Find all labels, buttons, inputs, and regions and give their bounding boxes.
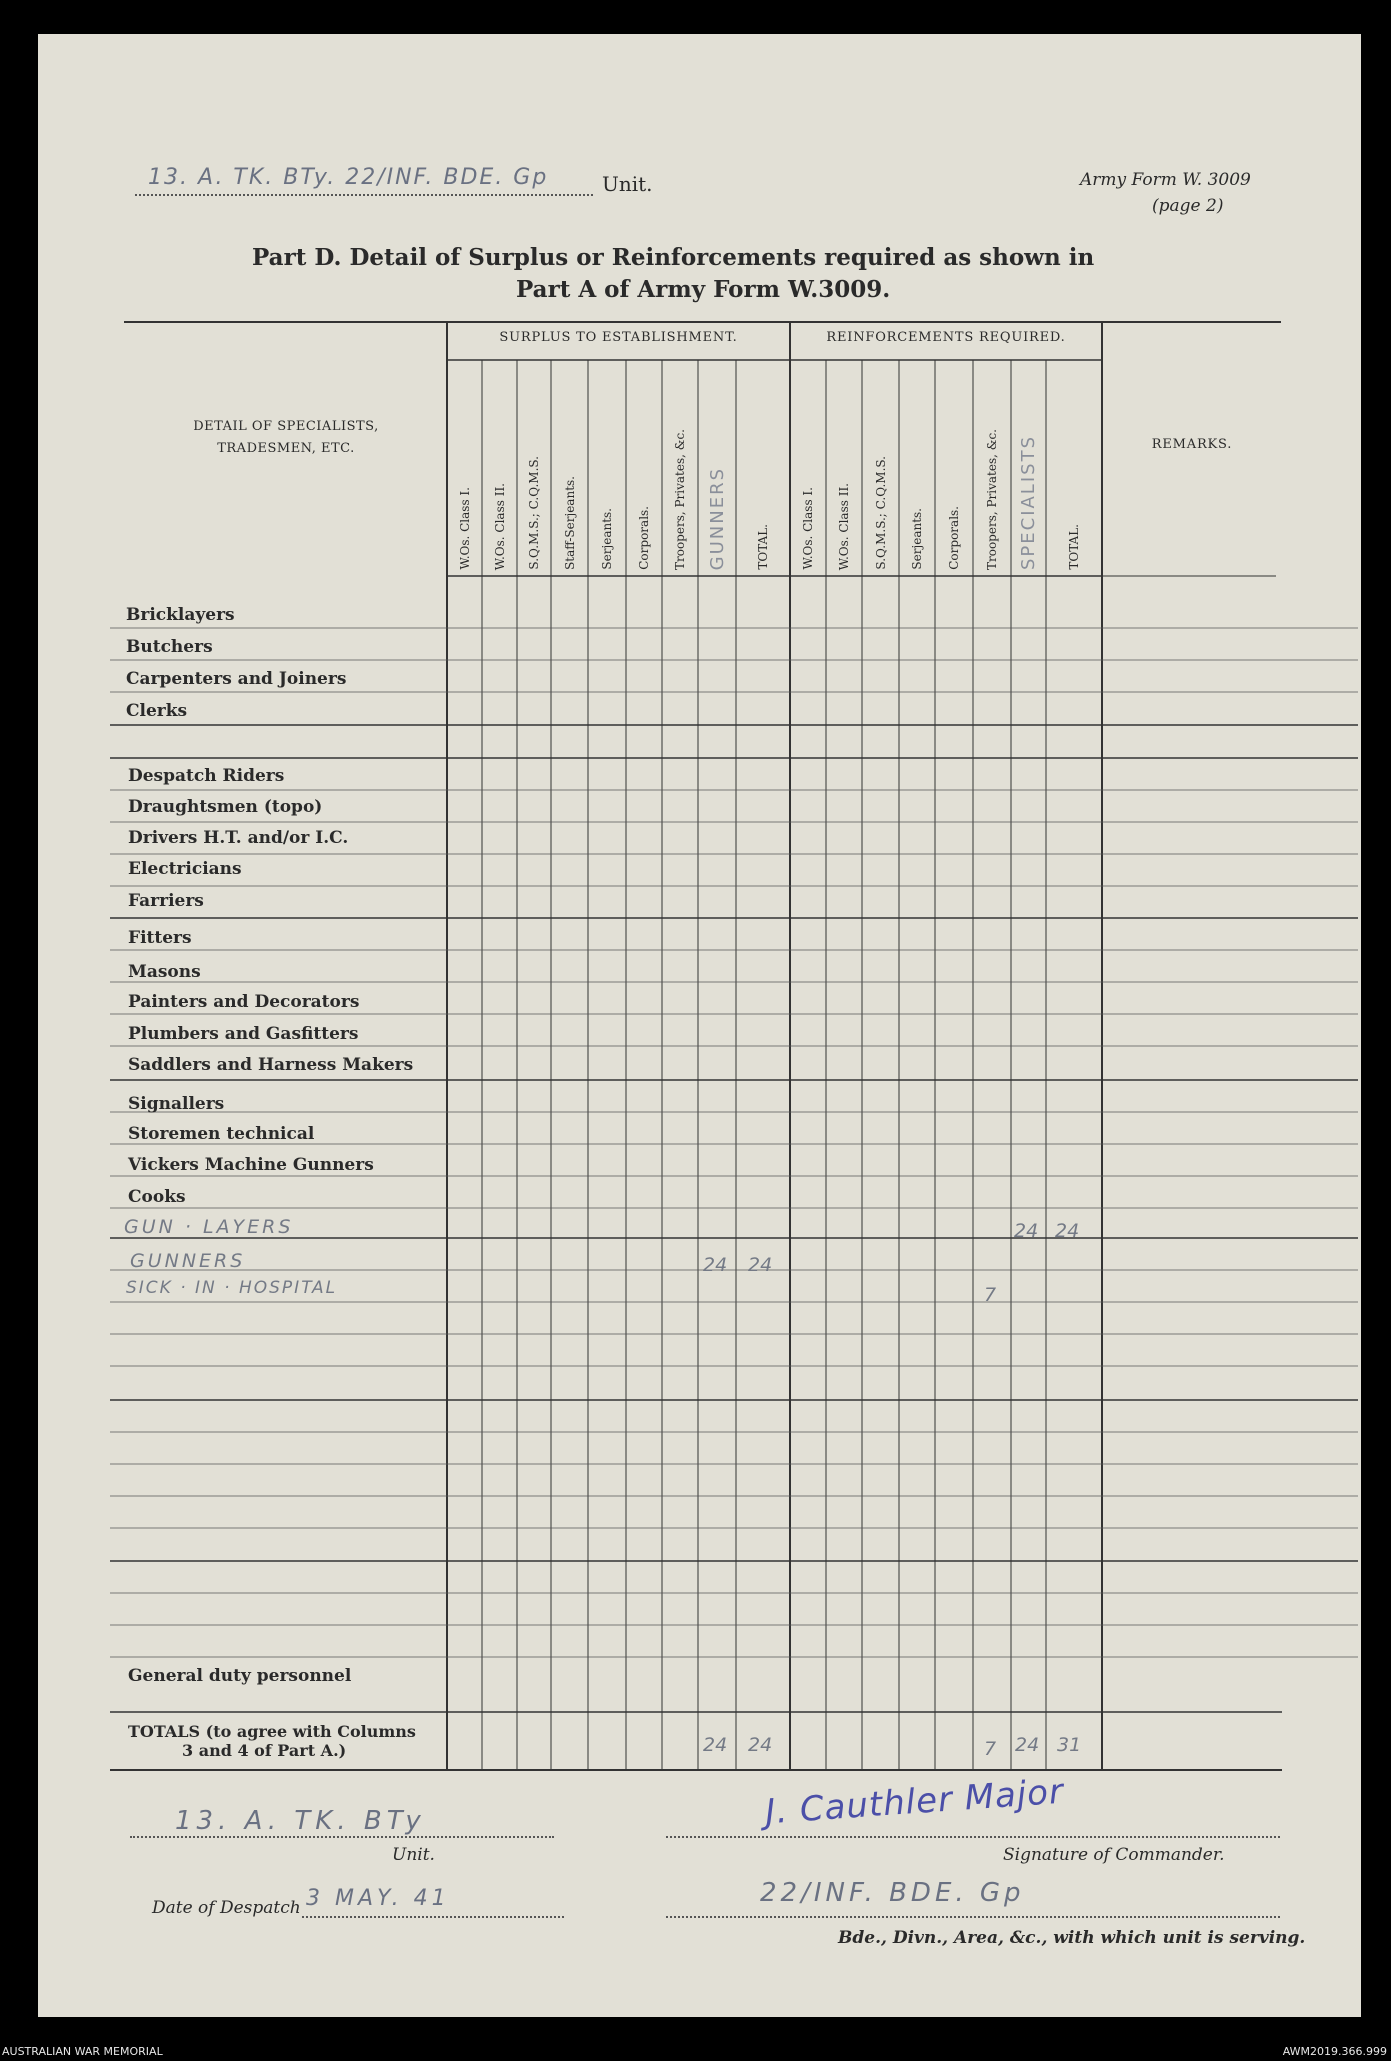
row-label: Butchers — [126, 637, 213, 657]
surplus-col-staff-serjeants: Staff-Serjeants. — [562, 476, 577, 570]
row-label: Clerks — [126, 701, 188, 721]
title-line-1: Part D. Detail of Surplus or Reinforcements required as shown in — [252, 244, 1095, 271]
row-label: Plumbers and Gasfitters — [128, 1024, 359, 1044]
row-label: Masons — [128, 962, 201, 982]
row-label: Signallers — [128, 1094, 225, 1114]
reinforcements-header: REINFORCEMENTS REQUIRED. — [826, 330, 1066, 345]
detail-header-line-2: TRADESMEN, ETC. — [217, 441, 355, 456]
date-label: Date of Despatch — [152, 1898, 301, 1918]
handwritten-row-label: SICK · IN · HOSPITAL — [126, 1278, 338, 1298]
reinf-col-corporals: Corporals. — [947, 506, 961, 570]
general-duty-label: General duty personnel — [128, 1666, 352, 1686]
handwritten-cell: 24 — [748, 1254, 773, 1276]
formation-label: Bde., Divn., Area, &c., with which unit is serving. — [838, 1928, 1306, 1948]
credit-left: AUSTRALIAN WAR MEMORIAL — [2, 2045, 163, 2058]
row-label: Fitters — [128, 928, 192, 948]
handwritten-cell: 24 — [1055, 1220, 1080, 1242]
footer-unit-line — [130, 1836, 554, 1838]
date-handwritten: 3 MAY. 41 — [306, 1886, 450, 1911]
reinf-col-sqms: S.Q.M.S.; C.Q.M.S. — [873, 456, 888, 570]
commander-signature: J. Cauthler Major — [763, 1771, 1066, 1833]
reinf-col-wo1: W.Os. Class I. — [801, 487, 815, 570]
surplus-col-sqms: S.Q.M.S.; C.Q.M.S. — [527, 456, 541, 570]
surplus-col-total: TOTAL. — [756, 524, 770, 570]
footer-unit-handwritten: 13. A. TK. BTy — [175, 1806, 426, 1836]
surplus-col-wo2: W.Os. Class II. — [492, 482, 507, 570]
surplus-col-wo1: W.Os. Class I. — [457, 487, 472, 570]
formation-line — [666, 1916, 1280, 1918]
form-page: (page 2) — [1152, 196, 1224, 216]
row-label: Painters and Decorators — [128, 992, 360, 1012]
reinf-col-specialists: SPECIALISTS — [1018, 434, 1039, 570]
signature-label: Signature of Commander. — [1003, 1845, 1225, 1865]
row-label: Cooks — [128, 1187, 186, 1207]
handwritten-cell: 24 — [703, 1254, 728, 1276]
row-label: Electricians — [128, 859, 242, 879]
total-surplus-total: 24 — [748, 1734, 773, 1756]
handwritten-cell: 7 — [984, 1284, 997, 1306]
reinf-col-serjeants: Serjeants. — [910, 508, 924, 570]
row-label: Storemen technical — [128, 1124, 315, 1144]
handwritten-cell: 24 — [1014, 1220, 1039, 1242]
total-reinf-total: 31 — [1057, 1734, 1082, 1756]
form-name: Army Form W. 3009 — [1080, 170, 1251, 190]
row-label: Vickers Machine Gunners — [128, 1155, 374, 1175]
handwritten-row-label: GUNNERS — [130, 1250, 246, 1272]
signature-line — [666, 1836, 1280, 1838]
surplus-col-serjeants: Serjeants. — [600, 508, 614, 570]
unit-handwritten: 13. A. TK. BTy. 22/INF. BDE. Gp — [148, 165, 549, 190]
totals-label-line-2: 3 and 4 of Part A.) — [182, 1741, 347, 1760]
reinf-col-wo2: W.Os. Class II. — [837, 482, 851, 570]
totals-label-line-1: TOTALS (to agree with Columns — [128, 1722, 416, 1741]
title-line-2: Part A of Army Form W.3009. — [516, 276, 891, 303]
date-line — [302, 1916, 564, 1918]
total-reinf-troopers: 7 — [984, 1738, 997, 1760]
formation-handwritten: 22/INF. BDE. Gp — [760, 1878, 1025, 1908]
surplus-col-gunners: GUNNERS — [706, 466, 728, 570]
detail-header-line-1: DETAIL OF SPECIALISTS, — [193, 419, 379, 434]
row-label: Draughtsmen (topo) — [128, 797, 323, 817]
totals-label — [128, 1722, 416, 1760]
reinf-col-total: TOTAL. — [1067, 524, 1081, 570]
row-label: Carpenters and Joiners — [126, 669, 347, 689]
surplus-col-corporals: Corporals. — [637, 506, 651, 570]
reinf-col-troopers: Troopers, Privates, &c. — [985, 428, 999, 570]
row-label: Despatch Riders — [128, 766, 285, 786]
row-label: Farriers — [128, 891, 204, 911]
remarks-header: REMARKS. — [1151, 437, 1233, 452]
total-surplus-gunners: 24 — [703, 1734, 728, 1756]
surplus-header: SURPLUS TO ESTABLISHMENT. — [499, 330, 738, 345]
unit-label: Unit. — [602, 172, 653, 196]
total-reinf-specialists: 24 — [1015, 1734, 1040, 1756]
footer-unit-label: Unit. — [392, 1845, 435, 1865]
surplus-col-troopers: Troopers, Privates, &c. — [673, 428, 687, 570]
row-label: Drivers H.T. and/or I.C. — [128, 828, 349, 848]
credit-right: AWM2019.366.999 — [1282, 2045, 1387, 2058]
detail-header — [128, 416, 444, 460]
row-label: Bricklayers — [126, 605, 235, 625]
handwritten-row-label: GUN · LAYERS — [124, 1216, 294, 1238]
row-label: Saddlers and Harness Makers — [128, 1055, 414, 1075]
